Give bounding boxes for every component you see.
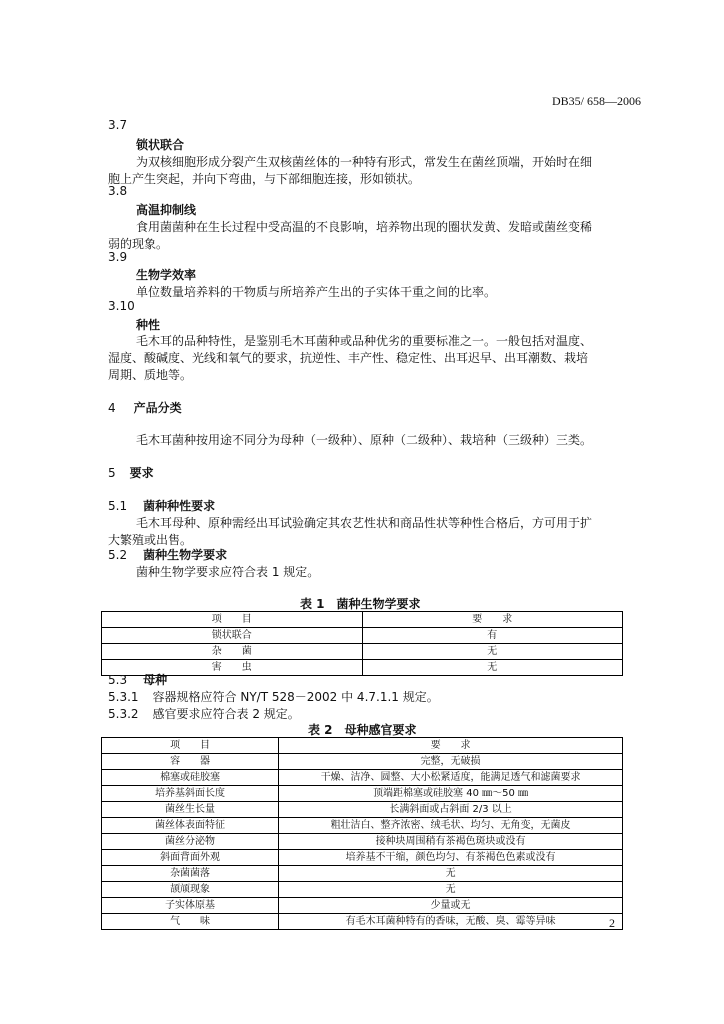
table-cell: 棉塞或硅胶塞	[102, 770, 279, 786]
table-row	[102, 770, 623, 786]
table-cell: 气 味	[102, 914, 279, 930]
table-cell: 有	[362, 628, 623, 644]
table-row	[102, 660, 623, 676]
table-header-row	[102, 612, 623, 628]
table-cell: 子实体原基	[102, 898, 279, 914]
definition-text: 单位数量培养料的干物质与所培养产生出的子实体干重之间的比率。	[136, 285, 497, 299]
table-row	[102, 818, 623, 834]
table-cell: 菌丝体表面特征	[102, 818, 279, 834]
table-header-row	[102, 738, 623, 754]
section-number: 5	[108, 466, 116, 480]
table-cell: 粗壮洁白、整齐浓密、绒毛状、均匀、无角变，无菌皮	[279, 818, 623, 834]
clause-text: 感官要求应符合表 2 规定。	[152, 707, 300, 721]
clause-number: 3.7	[108, 118, 128, 132]
definition-text: 为双核细胞形成分裂产生双核菌丝体的一种特有形式，常发生在菌丝顶端，开始时在细	[136, 155, 593, 169]
term-title: 种性	[136, 318, 161, 332]
subsection-heading	[108, 671, 167, 688]
clause-text: 容器规格应符合 NY/T 528－2002 中 4.7.1.1 规定。	[152, 690, 439, 704]
term-title: 高温抑制线	[136, 203, 197, 217]
section-title: 母种	[143, 673, 168, 687]
table-header-cell: 项 目	[102, 612, 363, 628]
table-header-cell: 要 求	[279, 738, 623, 754]
section-title: 产品分类	[133, 401, 182, 415]
definition-text: 湿度、酸碱度、光线和氧气的要求，抗逆性、丰产性、稳定性、出耳迟早、出耳潮数、栽培	[108, 351, 589, 365]
table-row	[102, 850, 623, 866]
table-cell: 接种块周围稍有茶褐色斑块或没有	[279, 834, 623, 850]
table-row	[102, 898, 623, 914]
table-header-cell: 要 求	[362, 612, 623, 628]
section-number: 5.3.2	[108, 707, 139, 721]
table-cell: 菌丝生长量	[102, 802, 279, 818]
table-cell: 长满斜面或占斜面 2/3 以上	[279, 802, 623, 818]
table-cell: 无	[279, 882, 623, 898]
table-cell: 斜面背面外观	[102, 850, 279, 866]
biology-requirements-table	[101, 611, 623, 676]
table-cell: 无	[362, 644, 623, 660]
section-number: 4	[108, 401, 116, 415]
clause-number: 3.9	[108, 250, 128, 264]
definition-text: 毛木耳的品种特性，是鉴别毛木耳菌种或品种优劣的重要标准之一。一般包括对温度、	[136, 334, 593, 348]
table-row	[102, 834, 623, 850]
subsection-heading	[108, 497, 215, 514]
table-header-cell: 项 目	[102, 738, 279, 754]
term-title: 生物学效率	[136, 268, 197, 282]
table-cell: 培养基不干缩，颜色均匀、有茶褐色色素或没有	[279, 850, 623, 866]
table-cell: 顶端距棉塞或硅胶塞 40 ㎜～50 ㎜	[279, 786, 623, 802]
section-title: 要求	[129, 466, 154, 480]
section-title: 菌种种性要求	[143, 499, 216, 513]
table-caption: 表 1 菌种生物学要求	[300, 597, 421, 611]
table-cell: 害 虫	[102, 660, 363, 676]
paragraph: 毛木耳菌种按用途不同分为母种（一级种）、原种（二级种）、栽培种（三级种）三类。	[136, 433, 593, 447]
table-cell: 菌丝分泌物	[102, 834, 279, 850]
definition-text: 胞上产生突起，并向下弯曲，与下部细胞连接，形如锁状。	[108, 172, 421, 186]
table-row	[102, 644, 623, 660]
term-title: 锁状联合	[136, 138, 185, 152]
table-cell: 无	[362, 660, 623, 676]
mother-culture-sensory-table	[101, 737, 623, 930]
table-row	[102, 754, 623, 770]
table-row	[102, 914, 623, 930]
page-number: 2	[609, 916, 615, 930]
section-number: 5.3	[108, 673, 128, 687]
definition-text: 食用菌菌种在生长过程中受高温的不良影响，培养物出现的圈状发黄、发暗或菌丝变稀	[136, 220, 593, 234]
section-number: 5.3.1	[108, 690, 139, 704]
table-cell: 无	[279, 866, 623, 882]
table-cell: 培养基斜面长度	[102, 786, 279, 802]
document-id: DB35/ 658—2006	[552, 94, 642, 108]
subsection-heading	[108, 546, 227, 563]
table-row	[102, 628, 623, 644]
table-row	[102, 802, 623, 818]
section-heading	[108, 399, 182, 416]
section-heading	[108, 464, 154, 481]
table-cell: 完整，无破损	[279, 754, 623, 770]
table-cell: 锁状联合	[102, 628, 363, 644]
table-cell: 杂 菌	[102, 644, 363, 660]
table-cell: 颉颃现象	[102, 882, 279, 898]
table-cell: 有毛木耳菌种特有的香味，无酸、臭、霉等异味	[279, 914, 623, 930]
clause	[108, 688, 439, 705]
paragraph: 大繁殖或出售。	[108, 533, 193, 547]
section-title: 菌种生物学要求	[143, 548, 228, 562]
table-cell: 少量或无	[279, 898, 623, 914]
paragraph: 菌种生物学要求应符合表 1 规定。	[136, 565, 320, 579]
table-cell: 杂菌菌落	[102, 866, 279, 882]
clause	[108, 705, 300, 722]
table-cell: 干燥、洁净、圆整、大小松紧适度，能满足透气和滤菌要求	[279, 770, 623, 786]
definition-text: 弱的现象。	[108, 237, 169, 251]
section-number: 5.2	[108, 548, 128, 562]
section-number: 5.1	[108, 499, 128, 513]
definition-text: 周期、质地等。	[108, 368, 193, 382]
table-caption: 表 2 母种感官要求	[308, 723, 417, 737]
clause-number: 3.8	[108, 184, 128, 198]
paragraph: 毛木耳母种、原种需经出耳试验确定其农艺性状和商品性状等种性合格后，方可用于扩	[136, 516, 593, 530]
table-row	[102, 786, 623, 802]
clause-number: 3.10	[108, 299, 135, 313]
table-row	[102, 866, 623, 882]
table-row	[102, 882, 623, 898]
table-cell: 容 器	[102, 754, 279, 770]
